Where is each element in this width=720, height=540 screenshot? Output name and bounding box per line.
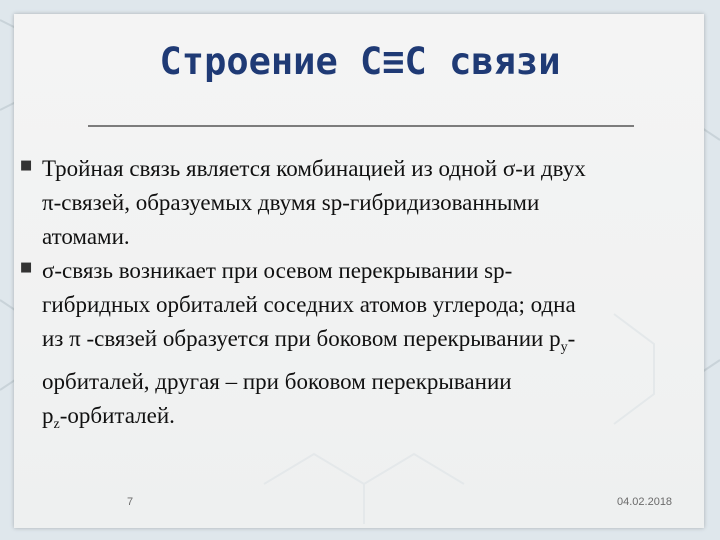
bullet-line: орбиталей, другая – при боковом перекрывании (42, 369, 512, 394)
bullet-line: Тройная связь является комбинацией из одной σ-и двух (42, 156, 586, 181)
bullet-line: σ-связь возникает при осевом перекрывании sp- (42, 258, 513, 283)
bullet-line (42, 322, 720, 365)
title-divider (88, 125, 634, 127)
bullet-text: из π -связей образуется при боковом перекрывании p (42, 326, 561, 351)
square-bullet-icon (20, 161, 30, 171)
subscript-y: y (560, 340, 568, 355)
bullet-item (20, 152, 720, 254)
bullet-item (20, 254, 720, 442)
bullet-line: π-связей, образуемых двумя sp-гибридизованными (42, 190, 540, 215)
bullet-text: p (42, 403, 54, 428)
bullet-line: $p_z$-орбиталей. (42, 403, 175, 432)
slide-title: Строение C≡C связи (159, 40, 561, 83)
slide-body (20, 152, 720, 442)
bullet-line: гибридных орбиталей соседних атомов углерода; одна (42, 292, 576, 317)
page-number: 7 (127, 496, 134, 508)
hyphen: - (567, 326, 576, 351)
subscript-z: z (53, 417, 60, 432)
bullet-text: -орбиталей (59, 403, 170, 428)
slide-date: 04.02.2018 (617, 496, 673, 508)
bullet-line: атомами. (42, 224, 130, 249)
square-bullet-icon (20, 263, 30, 273)
